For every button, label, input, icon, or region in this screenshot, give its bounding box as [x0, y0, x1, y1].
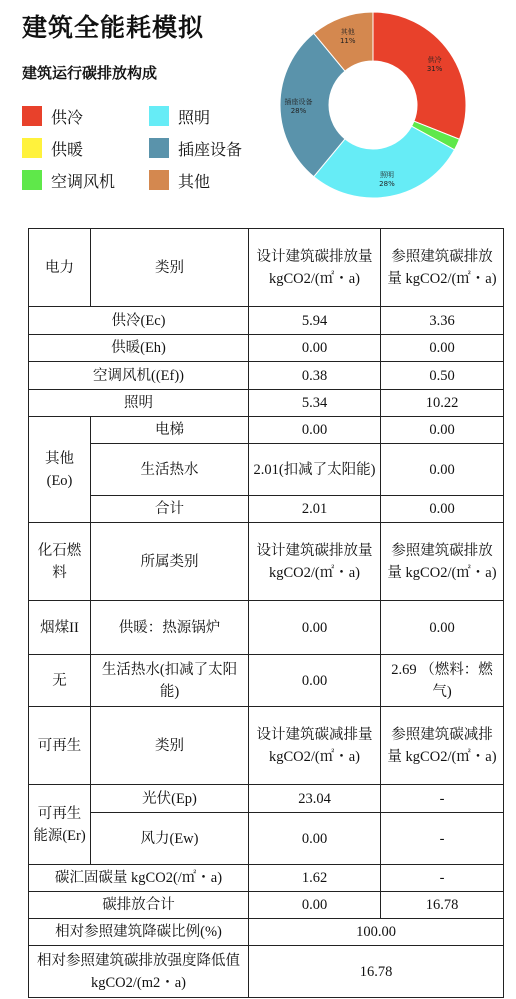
legend-label: 供冷: [51, 107, 84, 127]
legend-item-heating: [22, 137, 83, 159]
slice-label: 其他: [340, 27, 355, 36]
carbon-emission-table: [28, 228, 504, 998]
table-cell: 5.34: [249, 390, 381, 417]
legend-swatch-heating: [22, 138, 42, 158]
table-cell: 0.00: [249, 892, 381, 919]
table-cell: 0.00: [381, 417, 504, 444]
table-cell: 0.00: [381, 335, 504, 362]
table-cell: 100.00: [249, 919, 504, 946]
table-cell: 16.78: [249, 946, 504, 998]
table-cell: 照明: [29, 390, 249, 417]
table-cell: -: [381, 785, 504, 813]
table-cell: 合计: [91, 496, 249, 523]
table-row: [29, 785, 504, 813]
slice-percent-label: 28%: [290, 107, 307, 115]
table-cell: 0.00: [249, 335, 381, 362]
table-row: [29, 444, 504, 496]
table-cell: 光伏(Ep): [91, 785, 249, 813]
table-cell: 设计建筑碳减排量 kgCO2/(㎡・a): [249, 707, 381, 785]
table-cell: 2.01: [249, 496, 381, 523]
legend-label: 空调风机: [51, 171, 116, 191]
chart-subtitle: 建筑运行碳排放构成: [22, 64, 158, 82]
donut-slice-0: [373, 12, 466, 139]
donut-chart: [278, 10, 468, 200]
table-cell: 0.00: [249, 417, 381, 444]
table-cell: 生活热水: [91, 444, 249, 496]
table-cell: 碳汇固碳量 kgCO2(/㎡・a): [29, 865, 249, 892]
slice-percent-label: 31%: [426, 65, 443, 74]
chart-legend: [22, 100, 272, 196]
table-cell: 参照建筑碳排放量 kgCO2/(㎡・a): [381, 229, 504, 307]
table-cell: 无: [29, 655, 91, 707]
legend-label: 其他: [178, 171, 211, 191]
legend-item-cooling: [22, 105, 83, 127]
table-cell: 1.62: [249, 865, 381, 892]
table-row: [29, 335, 504, 362]
table-cell: 化石燃料: [29, 523, 91, 601]
table-row-fossil-header: [29, 523, 504, 601]
table-cell: 生活热水(扣减了太阳能): [91, 655, 249, 707]
table-cell: -: [381, 865, 504, 892]
table-cell: 2.01(扣减了太阳能): [249, 444, 381, 496]
table-cell: 0.00: [249, 655, 381, 707]
table-cell: 参照建筑碳排放量 kgCO2/(㎡・a): [381, 523, 504, 601]
table-cell: 0.00: [249, 813, 381, 865]
legend-item-ac-fan: [22, 169, 115, 191]
table-cell: 供暖：热源锅炉: [91, 601, 249, 655]
table-group-cell: 可再生能源(Er): [29, 785, 91, 865]
table-row-renewable-header: [29, 707, 504, 785]
legend-item-other: [149, 169, 210, 191]
table-cell: 电梯: [91, 417, 249, 444]
table-cell: 0.00: [381, 444, 504, 496]
legend-swatch-other: [149, 170, 169, 190]
table-cell: 供暖(Eh): [29, 335, 249, 362]
table-row: [29, 601, 504, 655]
table-cell: 0.00: [381, 496, 504, 523]
table-cell: 类别: [91, 707, 249, 785]
slice-label: 照明: [379, 171, 394, 180]
table-cell: 16.78: [381, 892, 504, 919]
table-row: [29, 362, 504, 390]
legend-item-lighting: [149, 105, 210, 127]
legend-label: 供暖: [51, 139, 84, 159]
table-cell: 2.69 （燃料：燃气): [381, 655, 504, 707]
table-cell: 设计建筑碳排放量 kgCO2/(㎡・a): [249, 229, 381, 307]
table-cell: 类别: [91, 229, 249, 307]
table-cell: -: [381, 813, 504, 865]
table-cell: 相对参照建筑碳排放强度降低值 kgCO2/(m2・a): [29, 946, 249, 998]
table-cell: 烟煤II: [29, 601, 91, 655]
table-row: [29, 655, 504, 707]
table-row: [29, 813, 504, 865]
table-row: [29, 919, 504, 946]
legend-swatch-cooling: [22, 106, 42, 126]
table-cell: 风力(Ew): [91, 813, 249, 865]
legend-item-plug-equipment: [149, 137, 242, 159]
table-row: [29, 417, 504, 444]
table-row: [29, 946, 504, 998]
table-row: [29, 892, 504, 919]
table-row-electricity-header: [29, 229, 504, 307]
donut-chart-svg: [278, 10, 468, 200]
table-cell: 0.50: [381, 362, 504, 390]
table-cell: 供冷(Ec): [29, 307, 249, 335]
table-cell: 0.00: [381, 601, 504, 655]
table-cell: 相对参照建筑降碳比例(%): [29, 919, 249, 946]
slice-percent-label: 11%: [339, 36, 356, 45]
table-cell: 0.38: [249, 362, 381, 390]
legend-swatch-plug-equipment: [149, 138, 169, 158]
table-row: [29, 865, 504, 892]
legend-label: 照明: [178, 107, 211, 127]
legend-label: 插座设备: [178, 139, 243, 159]
table-group-cell: 其他 (Eo): [29, 417, 91, 523]
table-cell: 空调风机((Ef)): [29, 362, 249, 390]
legend-swatch-ac-fan: [22, 170, 42, 190]
table-cell: 设计建筑碳排放量 kgCO2/(㎡・a): [249, 523, 381, 601]
table-cell: 可再生: [29, 707, 91, 785]
table-row: [29, 390, 504, 417]
table-cell: 0.00: [249, 601, 381, 655]
table-cell: 电力: [29, 229, 91, 307]
table-cell: 5.94: [249, 307, 381, 335]
table-cell: 参照建筑碳减排量 kgCO2/(㎡・a): [381, 707, 504, 785]
table-cell: 3.36: [381, 307, 504, 335]
table-cell: 23.04: [249, 785, 381, 813]
page-title: 建筑全能耗模拟: [22, 13, 205, 42]
table-row: [29, 307, 504, 335]
table-row: [29, 496, 504, 523]
slice-label: 插座设备: [284, 98, 313, 106]
slice-label: 供冷: [427, 56, 442, 65]
table-cell: 碳排放合计: [29, 892, 249, 919]
legend-swatch-lighting: [149, 106, 169, 126]
table-cell: 所属类别: [91, 523, 249, 601]
slice-percent-label: 28%: [379, 180, 395, 189]
table-cell: 10.22: [381, 390, 504, 417]
